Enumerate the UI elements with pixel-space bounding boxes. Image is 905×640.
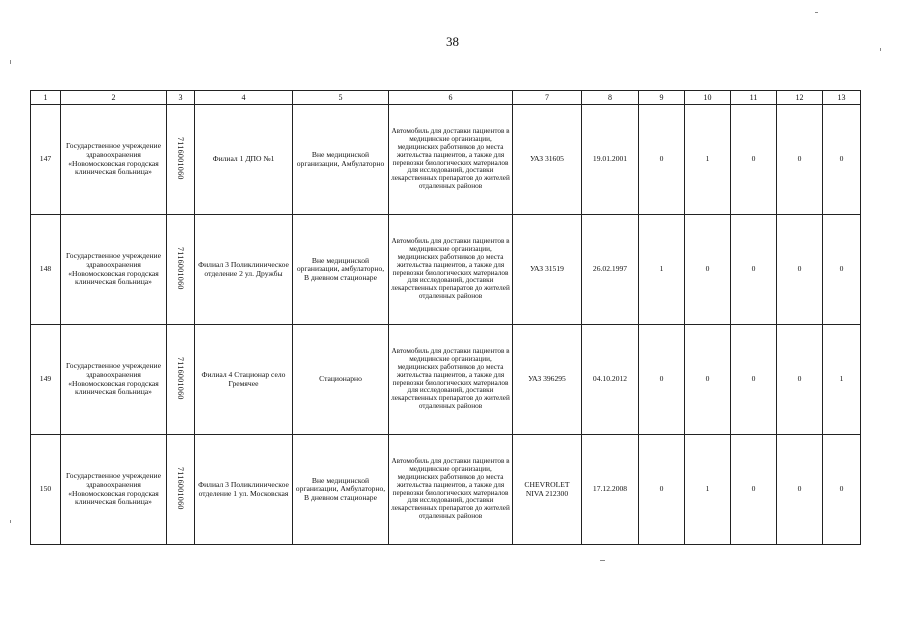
inn-code-cell (167, 325, 195, 435)
branch-name: Филиал 3 Поликлиническое отделение 2 ул. Дружбы (195, 215, 293, 325)
col-10-value: 1 (685, 105, 731, 215)
table-row (31, 325, 861, 435)
row-number: 150 (31, 435, 61, 545)
col-9-value: 0 (639, 435, 685, 545)
col-12-value: 0 (777, 435, 823, 545)
column-header: 12 (777, 91, 823, 105)
col-10-value: 1 (685, 435, 731, 545)
organization-name: Государственное учреждение здравоохранения «Новомосковская городская клиническая больница» (61, 105, 167, 215)
column-header: 8 (582, 91, 639, 105)
vehicle-model: УАЗ 31519 (513, 215, 582, 325)
inn-code: 7116001060 (176, 136, 186, 180)
scan-speck (10, 60, 11, 64)
column-header: 9 (639, 91, 685, 105)
care-conditions: Вне медицинской организации, Амбулаторно, В дневном стационаре (293, 435, 389, 545)
col-13-value: 0 (823, 435, 861, 545)
row-number: 148 (31, 215, 61, 325)
column-header: 10 (685, 91, 731, 105)
column-header: 5 (293, 91, 389, 105)
vehicle-date: 04.10.2012 (582, 325, 639, 435)
column-header: 4 (195, 91, 293, 105)
row-number: 149 (31, 325, 61, 435)
scan-speck (10, 520, 11, 523)
organization-name: Государственное учреждение здравоохранения «Новомосковская городская клиническая больница» (61, 325, 167, 435)
col-9-value: 0 (639, 325, 685, 435)
col-13-value: 0 (823, 215, 861, 325)
vehicle-purpose: Автомобиль для доставки пациентов в медицинские организации, медицинских работников до места жительства пациентов, а также для перевозки биологических материалов для исследований, доставки лекарственных препаратов до жителей отдаленных районов (389, 435, 513, 545)
vehicle-date: 19.01.2001 (582, 105, 639, 215)
vehicle-purpose: Автомобиль для доставки пациентов в медицинские организации, медицинских работников до места жительства пациентов, а также для перевозки биологических материалов для исследований, доставки лекарственных препаратов до жителей отдаленных районов (389, 215, 513, 325)
scan-speck (880, 48, 881, 51)
care-conditions: Стационарно (293, 325, 389, 435)
inn-code: 7116001060 (176, 246, 186, 290)
header-row (31, 91, 861, 105)
branch-name: Филиал 3 Поликлиническое отделение 1 ул. Московская (195, 435, 293, 545)
inn-code-cell (167, 435, 195, 545)
inn-code: 7116001060 (176, 466, 186, 510)
col-11-value: 0 (731, 435, 777, 545)
inn-code: 7116001060 (176, 356, 186, 400)
page-number: 38 (446, 34, 459, 49)
col-10-value: 0 (685, 325, 731, 435)
scan-speck (600, 560, 605, 561)
table-row (31, 435, 861, 545)
vehicle-purpose: Автомобиль для доставки пациентов в медицинские организации, медицинских работников до места жительства пациентов, а также для перевозки биологических материалов для исследований, доставки лекарственных препаратов до жителей отдаленных районов (389, 325, 513, 435)
col-9-value: 1 (639, 215, 685, 325)
col-9-value: 0 (639, 105, 685, 215)
organization-name: Государственное учреждение здравоохранения «Новомосковская городская клиническая больница» (61, 215, 167, 325)
column-header: 6 (389, 91, 513, 105)
table-row (31, 105, 861, 215)
column-header: 2 (61, 91, 167, 105)
column-header: 3 (167, 91, 195, 105)
vehicle-date: 26.02.1997 (582, 215, 639, 325)
vehicle-model: УАЗ 396295 (513, 325, 582, 435)
column-header: 1 (31, 91, 61, 105)
vehicle-purpose: Автомобиль для доставки пациентов в медицинские организации, медицинских работников до места жительства пациентов, а также для перевозки биологических материалов для исследований, доставки лекарственных препаратов до жителей отдаленных районов (389, 105, 513, 215)
organization-name: Государственное учреждение здравоохранения «Новомосковская городская клиническая больница» (61, 435, 167, 545)
col-11-value: 0 (731, 215, 777, 325)
vehicle-date: 17.12.2008 (582, 435, 639, 545)
col-12-value: 0 (777, 215, 823, 325)
scan-speck (815, 12, 818, 13)
inn-code-cell (167, 105, 195, 215)
column-header: 13 (823, 91, 861, 105)
branch-name: Филиал 4 Стационар село Гремячее (195, 325, 293, 435)
branch-name: Филиал 1 ДПО №1 (195, 105, 293, 215)
col-12-value: 0 (777, 325, 823, 435)
col-13-value: 0 (823, 105, 861, 215)
vehicle-model: CHEVROLET NIVA 212300 (513, 435, 582, 545)
care-conditions: Вне медицинской организации, Амбулаторно (293, 105, 389, 215)
column-header: 7 (513, 91, 582, 105)
col-12-value: 0 (777, 105, 823, 215)
col-11-value: 0 (731, 325, 777, 435)
col-11-value: 0 (731, 105, 777, 215)
vehicle-register-table (30, 90, 861, 545)
col-10-value: 0 (685, 215, 731, 325)
vehicle-model: УАЗ 31605 (513, 105, 582, 215)
col-13-value: 1 (823, 325, 861, 435)
table-row (31, 215, 861, 325)
row-number: 147 (31, 105, 61, 215)
inn-code-cell (167, 215, 195, 325)
care-conditions: Вне медицинской организации, амбулаторно, В дневном стационаре (293, 215, 389, 325)
column-header: 11 (731, 91, 777, 105)
